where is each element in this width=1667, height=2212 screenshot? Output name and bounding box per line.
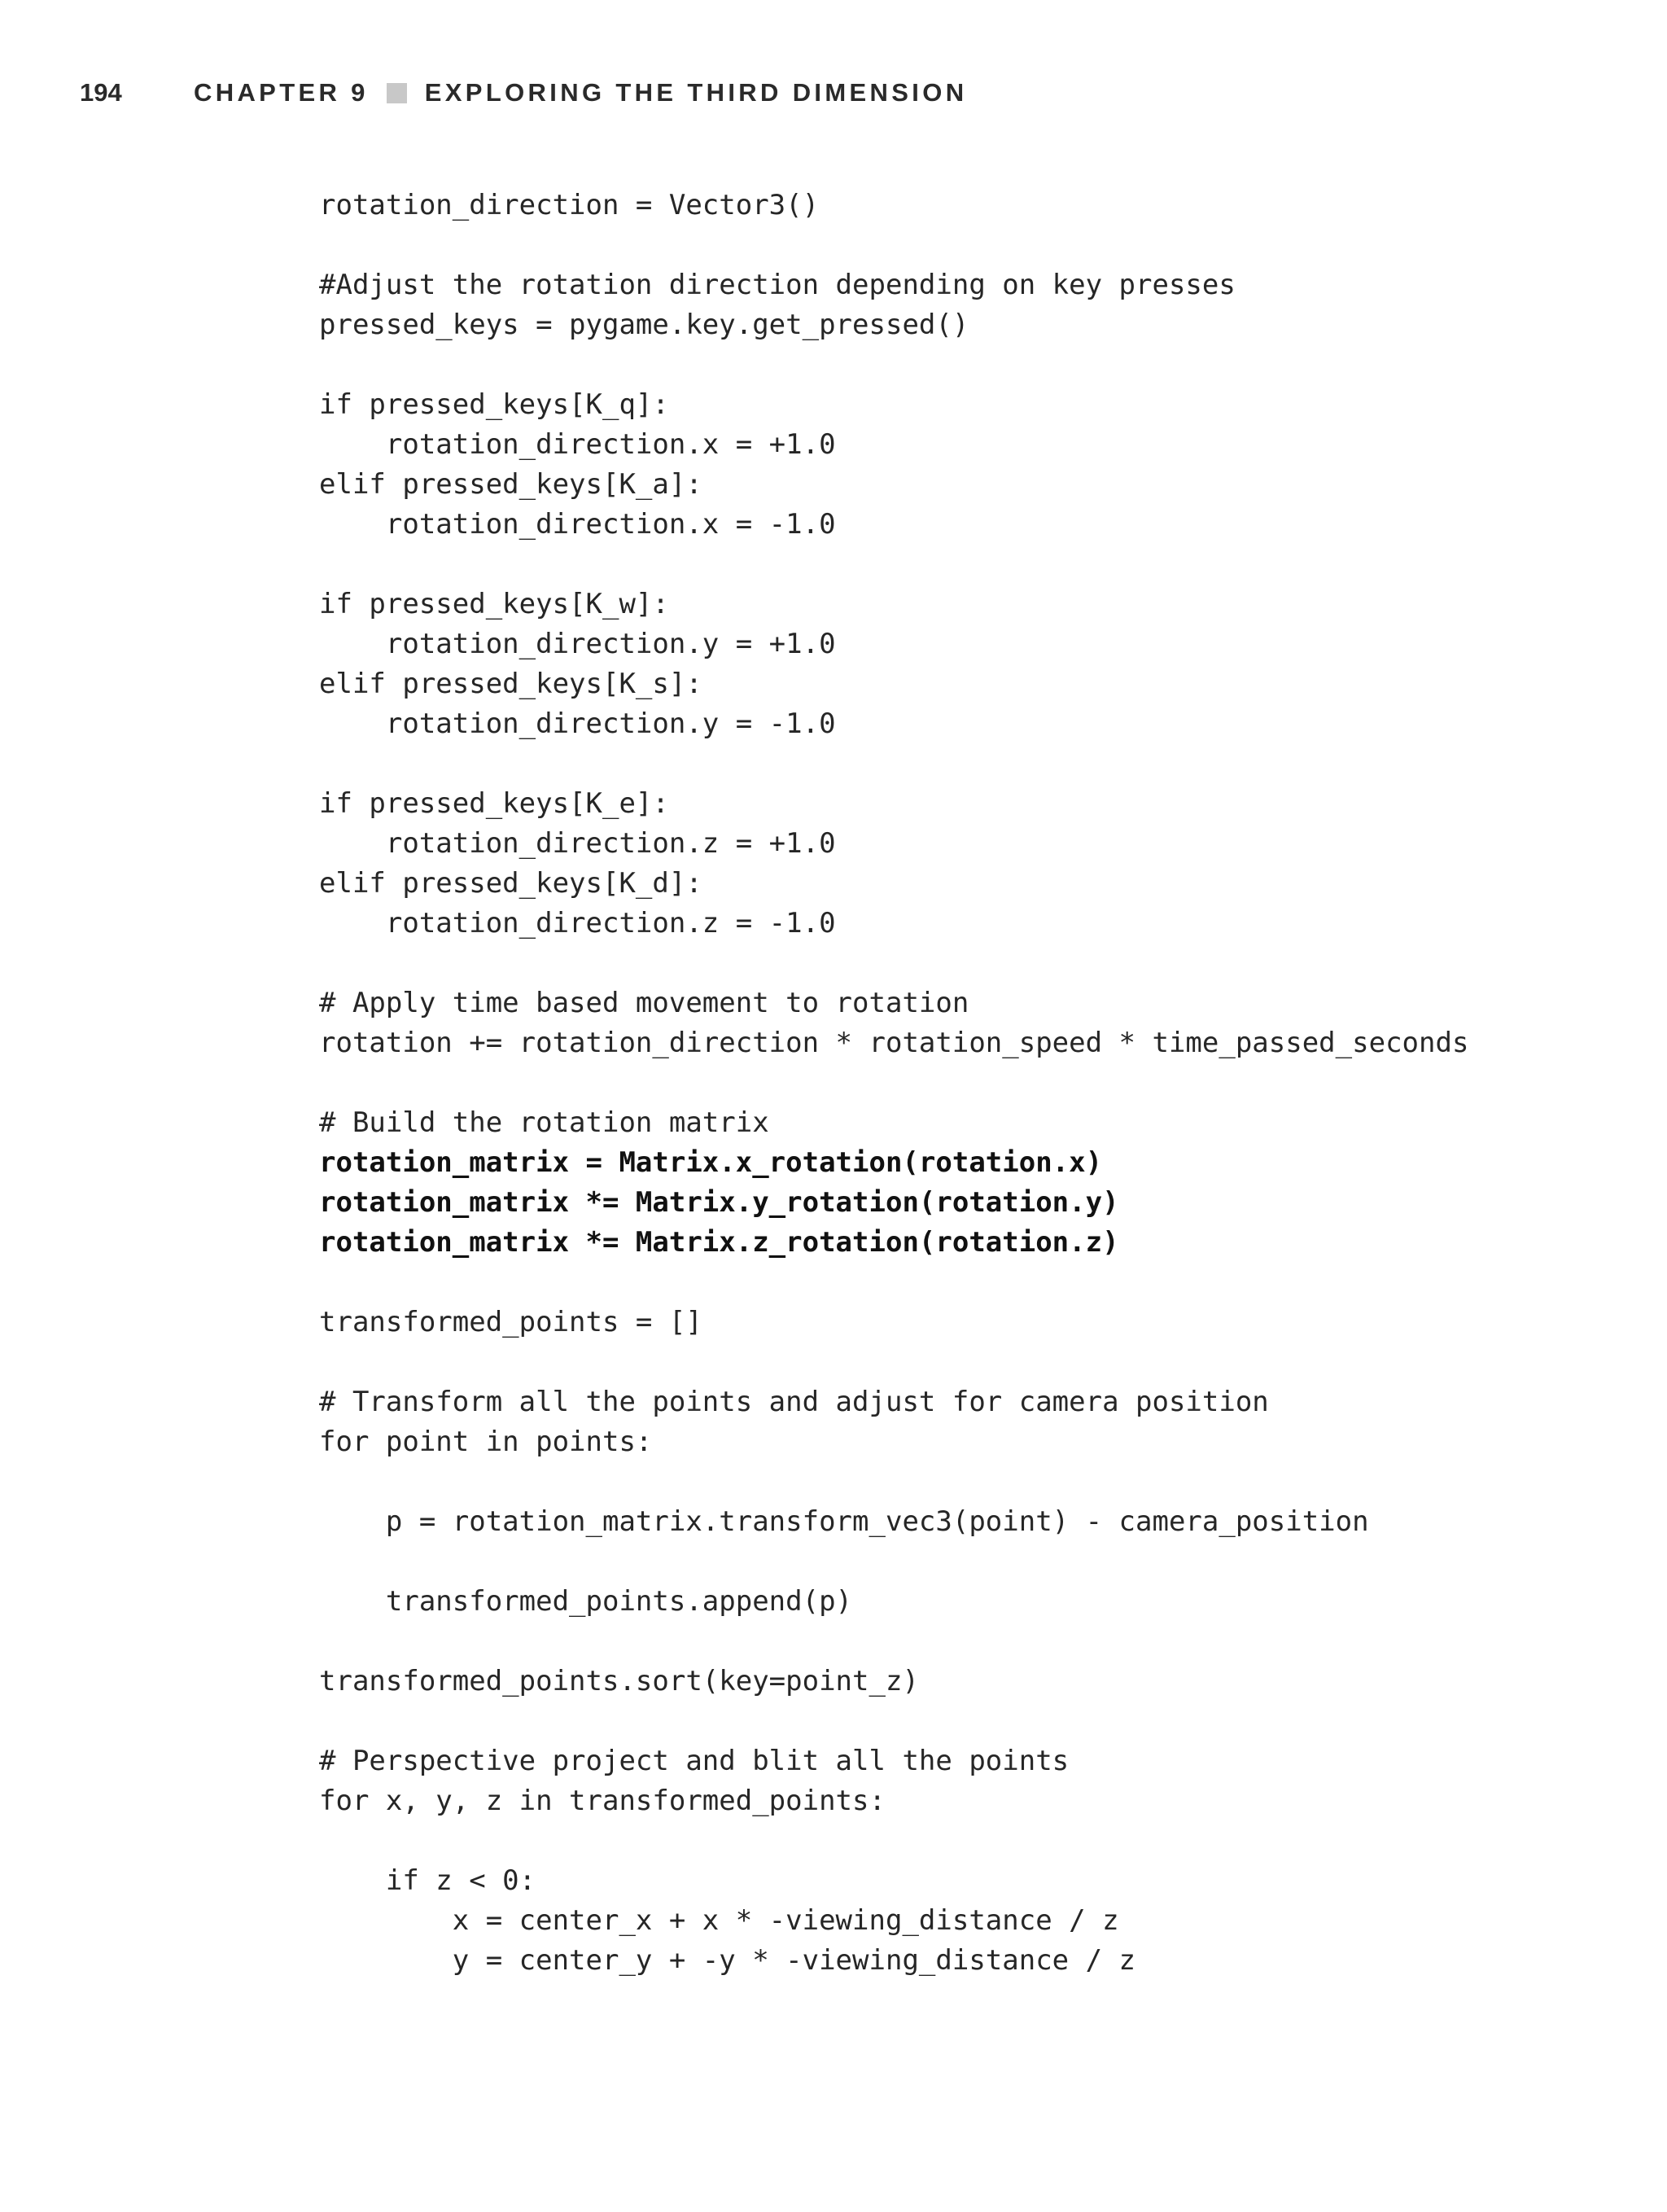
code-line: rotation_direction.x = +1.0: [319, 428, 836, 461]
code-line: rotation_direction.z = -1.0: [319, 907, 836, 940]
code-line: rotation_direction.z = +1.0: [319, 827, 836, 860]
code-line: [319, 226, 1468, 265]
code-line: pressed_keys = pygame.key.get_pressed(): [319, 309, 969, 341]
code-line: transformed_points.sort(key=point_z): [319, 1665, 919, 1697]
code-line: transformed_points = []: [319, 1306, 702, 1338]
code-line: # Apply time based movement to rotation: [319, 987, 969, 1019]
code-line: rotation += rotation_direction * rotation_speed * time_passed_seconds: [319, 1027, 1469, 1059]
code-line: [319, 1063, 1468, 1103]
code-line: transformed_points.append(p): [319, 1585, 853, 1618]
code-line: rotation_direction.y = -1.0: [319, 707, 836, 740]
code-line: elif pressed_keys[K_a]:: [319, 468, 702, 501]
code-line: rotation_matrix *= Matrix.z_rotation(rotation.z): [319, 1226, 1119, 1259]
chapter-title: EXPLORING THE THIRD DIMENSION: [424, 78, 968, 107]
code-listing: [319, 186, 1468, 1981]
code-line: for x, y, z in transformed_points:: [319, 1785, 886, 1817]
code-line: [319, 1542, 1468, 1582]
code-line: # Perspective project and blit all the points: [319, 1745, 1070, 1777]
code-line: [319, 1263, 1468, 1303]
code-line: #Adjust the rotation direction depending on key presses: [319, 269, 1236, 301]
separator-square-icon: [387, 83, 407, 103]
code-line: [319, 345, 1468, 385]
code-line: y = center_y + -y * -viewing_distance / z: [319, 1944, 1136, 1977]
code-line: if pressed_keys[K_q]:: [319, 388, 669, 421]
code-line: if pressed_keys[K_w]:: [319, 588, 669, 620]
code-line: # Transform all the points and adjust for camera position: [319, 1386, 1269, 1418]
code-line: elif pressed_keys[K_d]:: [319, 867, 702, 900]
code-line: [319, 1622, 1468, 1662]
code-line: [319, 1821, 1468, 1861]
page-number: 194: [80, 78, 122, 107]
code-line: rotation_direction = Vector3(): [319, 189, 820, 221]
code-line: for point in points:: [319, 1426, 653, 1458]
code-line: [319, 1702, 1468, 1741]
code-line: if pressed_keys[K_e]:: [319, 787, 669, 820]
code-line: [319, 944, 1468, 983]
code-line: [319, 1343, 1468, 1382]
code-line: x = center_x + x * -viewing_distance / z: [319, 1904, 1119, 1937]
code-line: p = rotation_matrix.transform_vec3(point) - camera_position: [319, 1505, 1369, 1538]
code-line: rotation_direction.y = +1.0: [319, 628, 836, 660]
chapter-label: CHAPTER 9: [194, 78, 369, 107]
code-line: rotation_direction.x = -1.0: [319, 508, 836, 541]
code-line: rotation_matrix *= Matrix.y_rotation(rotation.y): [319, 1186, 1119, 1219]
code-line: [319, 1462, 1468, 1502]
code-line: elif pressed_keys[K_s]:: [319, 668, 702, 700]
code-line: if z < 0:: [319, 1864, 536, 1897]
code-line: [319, 545, 1468, 585]
code-line: rotation_matrix = Matrix.x_rotation(rotation.x): [319, 1146, 1103, 1179]
code-line: [319, 744, 1468, 784]
code-line: # Build the rotation matrix: [319, 1106, 769, 1139]
running-head: [80, 75, 967, 111]
